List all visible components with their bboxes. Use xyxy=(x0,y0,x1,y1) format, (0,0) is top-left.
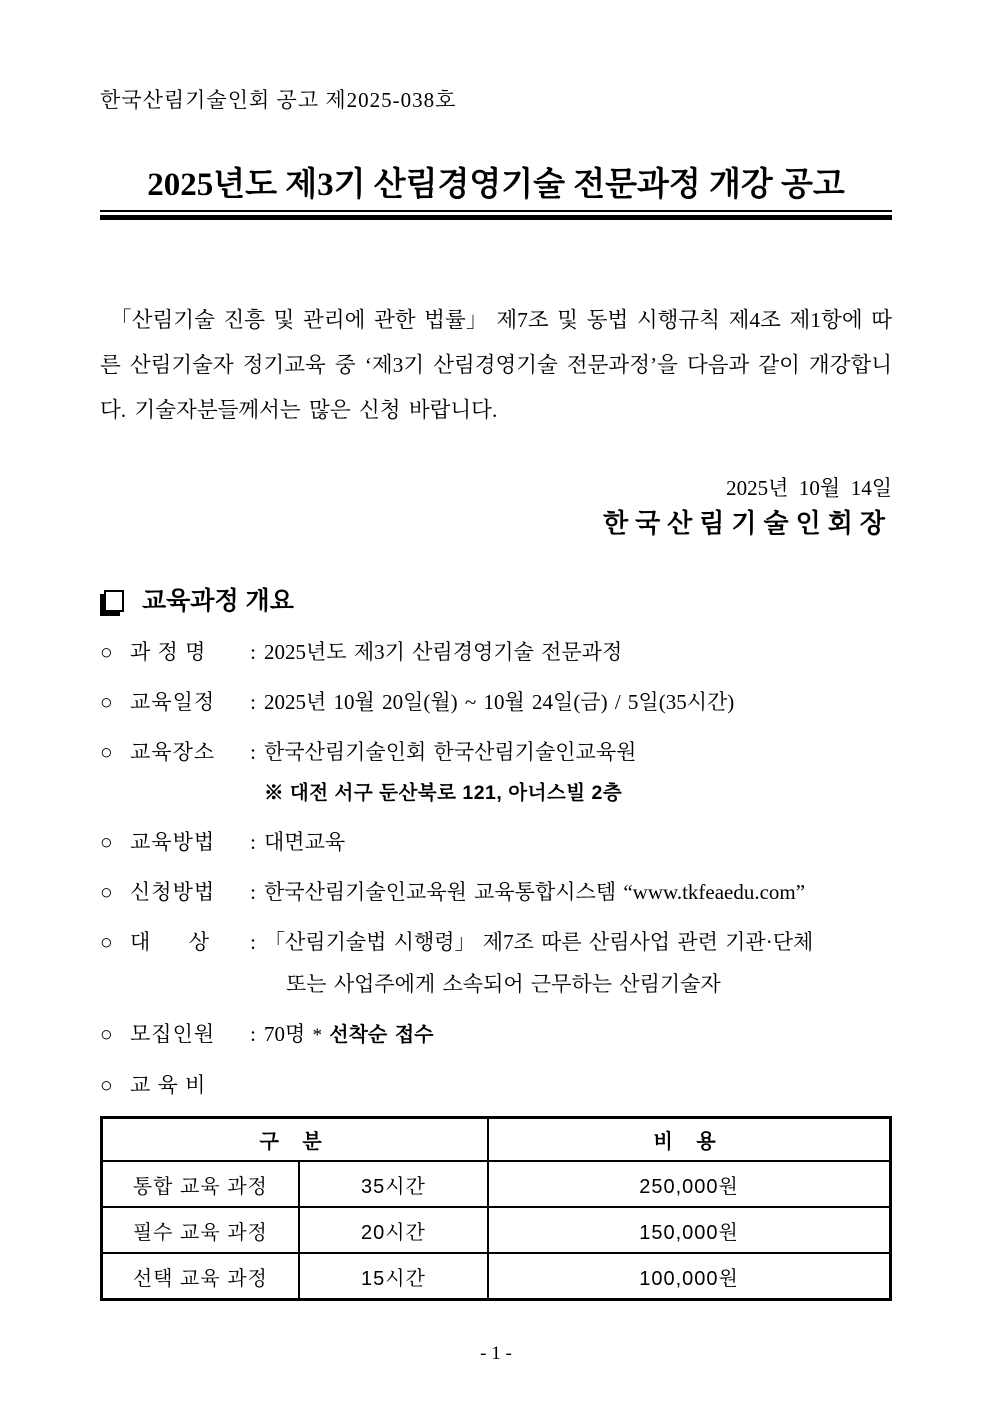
course-info-list xyxy=(100,638,892,1100)
item-colon: : xyxy=(250,830,256,854)
capacity-value: 70명 xyxy=(264,1022,306,1046)
circle-bullet-icon: ○ xyxy=(100,740,113,764)
first-come-note: 선착순 접수 xyxy=(329,1024,434,1046)
announcement-number: 한국산림기술인회 공고 제2025-038호 xyxy=(100,88,457,112)
circle-bullet-icon: ○ xyxy=(100,880,113,904)
item-colon: : xyxy=(250,880,256,904)
fee-table-header-cost: 비 용 xyxy=(488,1118,890,1162)
info-item-method xyxy=(100,828,892,857)
circle-bullet-icon: ○ xyxy=(100,640,113,664)
location-address-note: ※ 대전 서구 둔산북로 121, 아너스빌 2층 xyxy=(264,782,623,804)
fee-table-header-row xyxy=(102,1118,891,1162)
fee-table-row xyxy=(102,1253,891,1300)
item-label: 교육방법 xyxy=(130,830,216,854)
info-item-capacity xyxy=(100,1020,892,1050)
info-item-target xyxy=(100,928,892,999)
item-label: 교육장소 xyxy=(130,740,216,764)
item-colon: : xyxy=(250,930,256,954)
item-label: 대 상 xyxy=(130,930,211,954)
circle-bullet-icon: ○ xyxy=(100,830,113,854)
item-value xyxy=(264,1020,892,1050)
signer-name: 한국산림기술인회장 xyxy=(602,509,892,538)
item-value xyxy=(264,928,892,999)
item-value: 대면교육 xyxy=(264,830,346,854)
announcement-date: 2025년 10월 14일 xyxy=(726,476,892,500)
info-item-application xyxy=(100,878,892,907)
table-cell-hours: 20시간 xyxy=(299,1207,488,1253)
section-header xyxy=(100,585,892,617)
table-cell-price: 250,000원 xyxy=(488,1161,890,1207)
item-colon: : xyxy=(250,1022,256,1046)
item-colon: : xyxy=(250,690,256,714)
item-label: 과 정 명 xyxy=(130,640,207,664)
info-item-location xyxy=(100,738,892,767)
circle-bullet-icon: ○ xyxy=(100,1022,113,1046)
circle-bullet-icon: ○ xyxy=(100,930,113,954)
table-cell-price: 100,000원 xyxy=(488,1253,890,1300)
fee-table xyxy=(100,1116,892,1301)
item-value: 한국산림기술인회 한국산림기술인교육원 xyxy=(264,740,637,764)
document-title: 2025년도 제3기 산림경영기술 전문과정 개강 공고 xyxy=(100,164,892,212)
intro-paragraph: 「산림기술 진흥 및 관리에 관한 법률」 제7조 및 동법 시행규칙 제4조 제1항에 따른 산림기술자 정기교육 중 ‘제3기 산림경영기술 전문과정’을 다음과 같이 개강합니다. 기술자분들께서는 많은 신청 바랍니다. xyxy=(100,308,892,422)
item-label: 교 육 비 xyxy=(130,1073,207,1097)
fee-table-header-category: 구 분 xyxy=(102,1118,489,1162)
document-title-underline xyxy=(100,164,892,220)
table-cell-course: 통합 교육 과정 xyxy=(102,1161,299,1207)
shadowed-square-icon xyxy=(104,590,124,612)
item-label: 교육일정 xyxy=(130,690,216,714)
item-colon: : xyxy=(250,740,256,764)
target-line2: 또는 사업주에게 소속되어 근무하는 산림기술자 xyxy=(286,972,721,996)
page-number: - 1 - xyxy=(480,1343,512,1364)
asterisk-mark: * xyxy=(312,1025,323,1046)
table-cell-course: 선택 교육 과정 xyxy=(102,1253,299,1300)
table-cell-hours: 15시간 xyxy=(299,1253,488,1300)
item-value: 2025년도 제3기 산림경영기술 전문과정 xyxy=(264,640,623,664)
table-cell-price: 150,000원 xyxy=(488,1207,890,1253)
item-colon: : xyxy=(250,640,256,664)
item-value: 한국산림기술인교육원 교육통합시스템 “www.tkfeaedu.com” xyxy=(264,880,806,904)
item-value: 2025년 10월 20일(월) ~ 10월 24일(금) / 5일(35시간) xyxy=(264,690,735,714)
target-line1: 「산림기술법 시행령」 제7조 따른 산림사업 관련 기관·단체 xyxy=(264,930,814,954)
item-label: 신청방법 xyxy=(130,880,216,904)
info-item-location-wrap xyxy=(100,738,892,807)
fee-table-row xyxy=(102,1207,891,1253)
item-label: 모집인원 xyxy=(130,1022,216,1046)
info-item-course-name xyxy=(100,638,892,667)
circle-bullet-icon: ○ xyxy=(100,1073,113,1097)
info-item-fee xyxy=(100,1071,892,1100)
info-item-schedule xyxy=(100,688,892,717)
table-cell-course: 필수 교육 과정 xyxy=(102,1207,299,1253)
section-title: 교육과정 개요 xyxy=(142,587,294,615)
circle-bullet-icon: ○ xyxy=(100,690,113,714)
fee-table-row xyxy=(102,1161,891,1207)
table-cell-hours: 35시간 xyxy=(299,1161,488,1207)
